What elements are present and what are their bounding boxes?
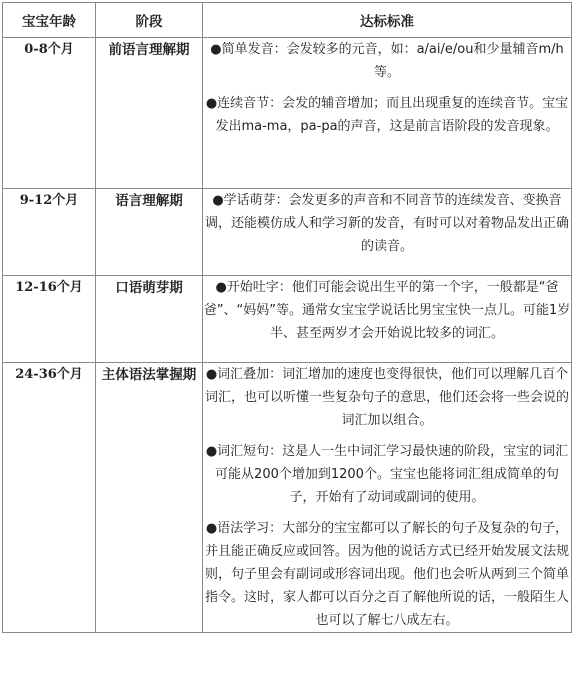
table-row (3, 363, 572, 633)
standard-item: ●连续音节：会发的辅音增加；而且出现重复的连续音节。宝宝发出ma-ma，pa-pa的声音，这是前言语阶段的发音现象。 (205, 96, 569, 134)
age-cell: 12-16个月 (3, 276, 96, 363)
header-age: 宝宝年龄 (3, 3, 96, 38)
table-header-row (3, 3, 572, 38)
standard-cell (203, 38, 572, 189)
standard-item: ●学话萌芽：会发更多的声音和不同音节的连续发音、变换音调，还能模仿成人和学习新的发音，有时可以对着物品发出正确的读音。 (204, 193, 569, 254)
development-stage-table (2, 2, 572, 633)
stage-cell: 主体语法掌握期 (96, 363, 203, 633)
standard-cell (203, 363, 572, 633)
table-row (3, 189, 572, 276)
stage-cell: 前语言理解期 (96, 38, 203, 189)
standard-cell (203, 189, 572, 276)
standard-item: ●开始吐字：他们可能会说出生平的第一个字，一般都是“爸爸”、“妈妈”等。通常女宝宝学说话比男宝宝快一点儿。可能1岁半、甚至两岁才会开始说比较多的词汇。 (203, 280, 571, 341)
stage-cell: 口语萌芽期 (96, 276, 203, 363)
table-row (3, 276, 572, 363)
standard-item: ●词汇叠加：词汇增加的速度也变得很快，他们可以理解几百个词汇，也可以听懂一些复杂句子的意思，他们还会将一些会说的词汇加以组合。 (204, 367, 569, 428)
age-cell: 9-12个月 (3, 189, 96, 276)
age-cell: 24-36个月 (3, 363, 96, 633)
stage-cell: 语言理解期 (96, 189, 203, 276)
header-standard: 达标标准 (203, 3, 572, 38)
standard-item: ●语法学习：大部分的宝宝都可以了解长的句子及复杂的句子，并且能正确反应或回答。因为他的说话方式已经开始发展文法规则，句子里会有副词或形容词出现。他们也会听从两到三个简单指令。这时，家人都可以百分之百了解他所说的话，一般陌生人也可以了解七八成左右。 (204, 521, 569, 628)
standard-item: ●简单发音：会发较多的元音，如：a/ai/e/ou和少量辅音m/h 等。 (210, 42, 564, 80)
age-cell: 0-8个月 (3, 38, 96, 189)
header-stage: 阶段 (96, 3, 203, 38)
table-row (3, 38, 572, 189)
standard-cell (203, 276, 572, 363)
standard-item: ●词汇短句：这是人一生中词汇学习最快速的阶段，宝宝的词汇可能从200个增加到1200个。宝宝也能将词汇组成简单的句子，开始有了动词或副词的使用。 (205, 444, 569, 505)
